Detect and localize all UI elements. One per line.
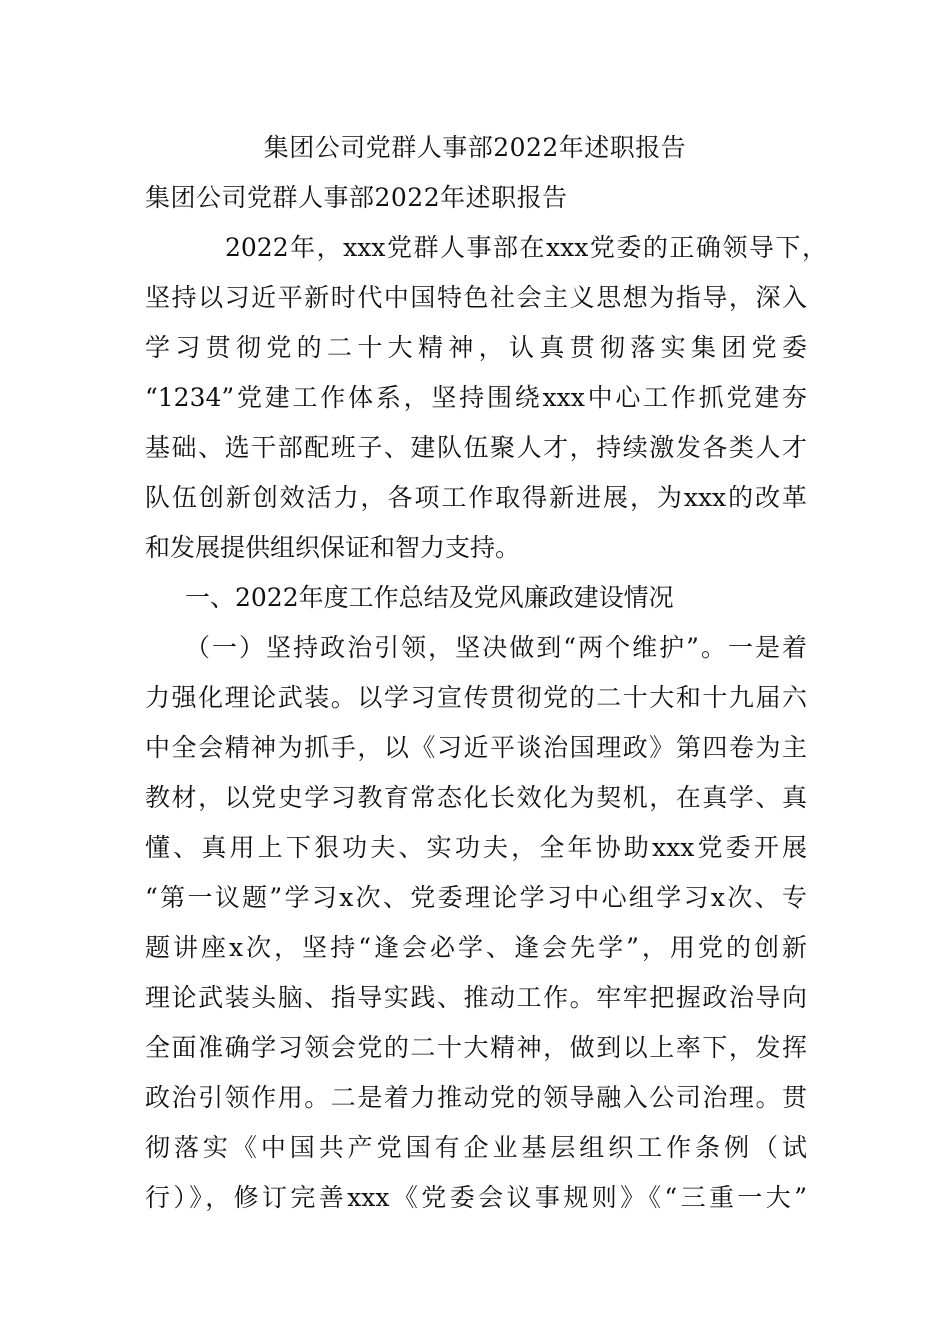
paragraph-line: （一）坚持政治引领，坚决做到“两个维护”。一是着 bbox=[185, 633, 807, 662]
paragraph-line: 题讲座x次，坚持“逢会必学、逢会先学”，用党的创新 bbox=[145, 933, 807, 962]
document-subtitle: 集团公司党群人事部2022年述职报告 bbox=[145, 183, 568, 212]
paragraph-line: 坚持以习近平新时代中国特色社会主义思想为指导，深入 bbox=[145, 283, 807, 312]
paragraph-line: “第一议题”学习x次、党委理论学习中心组学习x次、专 bbox=[145, 883, 807, 912]
document-title: 集团公司党群人事部2022年述职报告 bbox=[263, 133, 687, 162]
paragraph-line: 队伍创新创效活力，各项工作取得新进展，为xxx的改革 bbox=[145, 483, 807, 512]
paragraph-line: 和发展提供组织保证和智力支持。 bbox=[145, 533, 521, 562]
paragraph-line: 教材，以党史学习教育常态化长效化为契机，在真学、真 bbox=[145, 783, 807, 812]
paragraph-line: 懂、真用上下狠功夫、实功夫，全年协助xxx党委开展 bbox=[145, 833, 807, 862]
paragraph-line: 全面准确学习领会党的二十大精神，做到以上率下，发挥 bbox=[145, 1033, 807, 1062]
paragraph-line: 彻落实《中国共产党国有企业基层组织工作条例（试 bbox=[145, 1133, 807, 1162]
paragraph-line: 学习贯彻党的二十大精神，认真贯彻落实集团党委 bbox=[145, 333, 807, 362]
paragraph-line: 2022年，xxx党群人事部在xxx党委的正确领导下， bbox=[225, 233, 827, 262]
paragraph-line: 基础、选干部配班子、建队伍聚人才，持续激发各类人才 bbox=[145, 433, 807, 462]
paragraph-line: 理论武装头脑、指导实践、推动工作。牢牢把握政治导向 bbox=[145, 983, 807, 1012]
paragraph-line: 中全会精神为抓手，以《习近平谈治国理政》第四卷为主 bbox=[145, 733, 807, 762]
paragraph-line: 力强化理论武装。以学习宣传贯彻党的二十大和十九届六 bbox=[145, 683, 807, 712]
paragraph-line: “1234”党建工作体系，坚持围绕xxx中心工作抓党建夯 bbox=[145, 383, 807, 412]
section-heading: 一、2022年度工作总结及党风廉政建设情况 bbox=[185, 583, 674, 612]
paragraph-line: 行）》，修订完善xxx《党委会议事规则》《“三重一大” bbox=[145, 1183, 807, 1212]
paragraph-line: 政治引领作用。二是着力推动党的领导融入公司治理。贯 bbox=[145, 1083, 807, 1112]
